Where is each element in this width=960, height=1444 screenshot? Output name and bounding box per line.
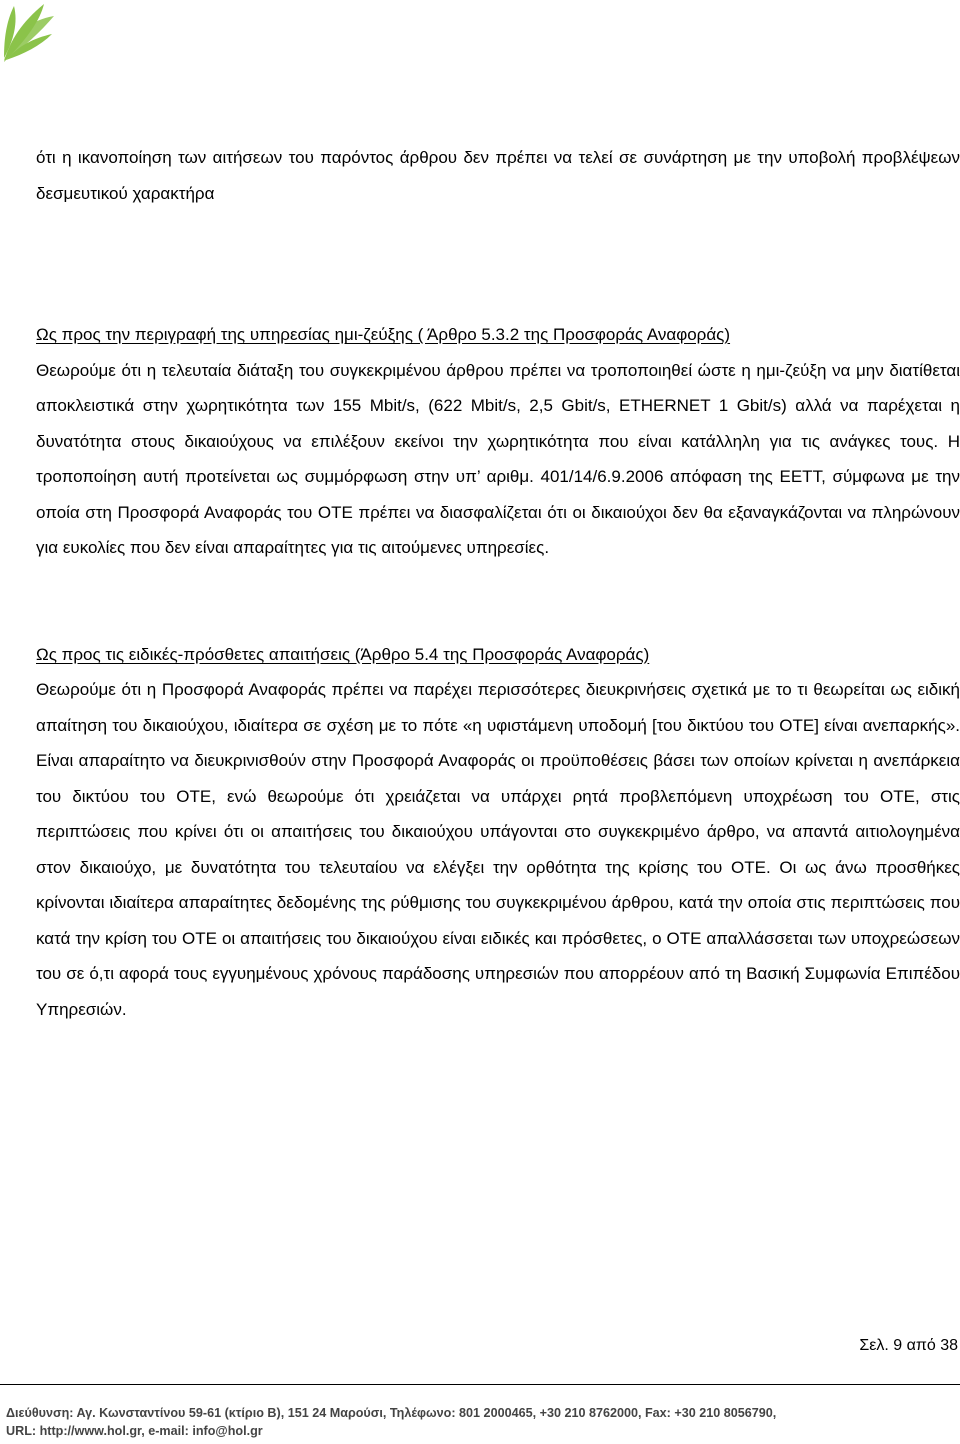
intro-paragraph: ότι η ικανοποίηση των αιτήσεων του παρόντος άρθρου δεν πρέπει να τελεί σε συνάρτηση με την υποβολή προβλέψεων δεσμευτικού χαρακτήρα	[36, 148, 960, 203]
footer-divider	[0, 1384, 960, 1385]
page-number: Σελ. 9 από 38	[859, 1337, 958, 1354]
document-body	[36, 140, 960, 1027]
footer-url: URL: http://www.hol.gr, e-mail: info@hol.gr	[6, 1424, 263, 1438]
footer-address: Διεύθυνση: Αγ. Κωνσταντίνου 59-61 (κτίριο Β), 151 24 Μαρούσι, Τηλέφωνο: 801 2000465, +30 210 8762000, Fax: +30 210 8056790,	[6, 1406, 777, 1420]
section-body-special-requirements: Θεωρούμε ότι η Προσφορά Αναφοράς πρέπει να παρέχει περισσότερες διευκρινήσεις σχετικά με το τι θεωρείται ως ειδική απαίτηση του δικαιούχου, ιδιαίτερα σε σχέση με το πότε «η υφιστάμενη υποδομή [του δικτύου του ΟΤΕ] είναι ανεπαρκής». Είναι απαραίτητο να διευκρινισθούν στην Προσφορά Αναφοράς οι προϋποθέσεις βάσει των οποίων κρίνεται η ανεπάρκεια του δικτύου του ΟΤΕ, ενώ θεωρούμε ότι χρειάζεται να υπάρχει ρητά προβλεπόμενη υποχρέωση του ΟΤΕ, στις περιπτώσεις που κρίνει ότι οι απαιτήσεις του δικαιούχου υπάγονται στο συγκεκριμένο άρθρο, να απαντά αιτιολογημένα στον δικαιούχο, με δυνατότητα του τελευταίου να ελέγξει την ορθότητα της κρίσης του ΟΤΕ. Οι ως άνω προσθήκες κρίνονται ιδιαίτερα απαραίτητες δεδομένης της ρύθμισης του συγκεκριμένου άρθρου, κατά την οποία στις περιπτώσεις που κατά την κρίση του ΟΤΕ οι απαιτήσεις του δικαιούχου είναι ειδικές και πρόσθετες, ο ΟΤΕ απαλλάσσεται των υποχρεώσεων του σε ό,τι αφορά τους εγγυημένους χρόνους παράδοσης υπηρεσιών που απορρέουν από τη Βασική Συμφωνία Επιπέδου Υπηρεσιών.	[36, 680, 960, 1019]
section-heading-half-link: Ως προς την περιγραφή της υπηρεσίας ημι-ζεύξης ( Άρθρο 5.3.2 της Προσφοράς Αναφοράς)	[36, 325, 731, 344]
section-heading-special-requirements: Ως προς τις ειδικές-πρόσθετες απαιτήσεις (Άρθρο 5.4 της Προσφοράς Αναφοράς)	[36, 644, 650, 664]
section-body-half-link: Θεωρούμε ότι η τελευταία διάταξη του συγκεκριμένου άρθρου πρέπει να τροποποιηθεί ώστε η ημι-ζεύξη να μην διατίθεται αποκλειστικά στην χωρητικότητα των 155 Mbit/s, (622 Mbit/s, 2,5 Gbit/s, ETHERNET 1 Gbit/s) αλλά να παρέχεται η δυνατότητα στους δικαιούχους να επιλέξουν εκείνοι την χωρητικότητα που είναι κατάλληλη για τις ανάγκες τους. Η τροποποίηση αυτή προτείνεται ως συμμόρφωση στην υπ’ αριθμ. 401/14/6.9.2006 απόφαση της ΕΕΤΤ, σύμφωνα με την οποία στη Προσφορά Αναφοράς του ΟΤΕ πρέπει να διασφαλίζεται ότι οι δικαιούχοι δεν θα εξαναγκάζονται να πληρώνουν για ευκολίες που δεν είναι απαραίτητες για τις αιτούμενες υπηρεσίες.	[36, 360, 960, 557]
footer-contact	[6, 1404, 776, 1440]
palm-leaf-logo-icon	[0, 0, 56, 64]
